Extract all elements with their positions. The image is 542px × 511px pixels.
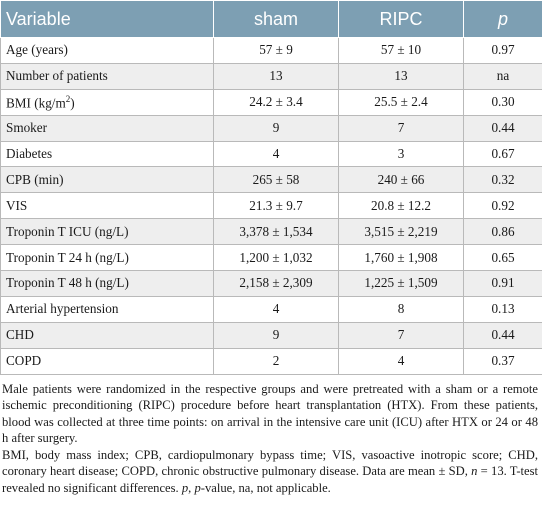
header-sham: sham xyxy=(214,1,339,38)
cell-sham: 21.3 ± 9.7 xyxy=(214,193,339,219)
cell-ripc: 1,760 ± 1,908 xyxy=(339,245,464,271)
table-row xyxy=(1,348,542,374)
cell-ripc: 240 ± 66 xyxy=(339,167,464,193)
table-row xyxy=(1,271,542,297)
cell-p-value: 0.91 xyxy=(464,271,542,297)
table-row xyxy=(1,63,542,89)
cell-p-value: 0.44 xyxy=(464,322,542,348)
cell-ripc: 3,515 ± 2,219 xyxy=(339,219,464,245)
cell-variable xyxy=(1,193,214,219)
table-row xyxy=(1,89,542,115)
table-row xyxy=(1,167,542,193)
cell-p-value: 0.65 xyxy=(464,245,542,271)
cell-variable xyxy=(1,296,214,322)
footnote-text: = 13. T-test revealed no significant differences. xyxy=(2,464,538,495)
cell-sham: 2 xyxy=(214,348,339,374)
cell-variable xyxy=(1,271,214,297)
cell-variable xyxy=(1,38,214,64)
cell-variable xyxy=(1,348,214,374)
cell-ripc: 20.8 ± 12.2 xyxy=(339,193,464,219)
table-row xyxy=(1,141,542,167)
footnote-n-symbol: n xyxy=(471,464,478,479)
variable-label: Number of patients xyxy=(6,68,108,84)
variable-label: VIS xyxy=(6,197,28,213)
cell-sham: 24.2 ± 3.4 xyxy=(214,89,339,115)
cell-p-value: na xyxy=(464,63,542,89)
table-row xyxy=(1,193,542,219)
cell-ripc: 8 xyxy=(339,296,464,322)
cell-sham: 4 xyxy=(214,296,339,322)
header-variable: Variable xyxy=(1,1,214,38)
cell-ripc: 57 ± 10 xyxy=(339,38,464,64)
variable-label: CPB (min) xyxy=(6,171,64,187)
table-row xyxy=(1,245,542,271)
variable-label: BMI (kg/m xyxy=(6,94,66,110)
cell-variable xyxy=(1,167,214,193)
cell-p-value: 0.86 xyxy=(464,219,542,245)
table-header-row xyxy=(1,1,542,38)
cell-sham: 57 ± 9 xyxy=(214,38,339,64)
footnote-text: -value, na, not applicable. xyxy=(200,480,331,495)
cell-variable xyxy=(1,219,214,245)
footnote-p-symbol: p xyxy=(181,480,189,495)
variable-label: Diabetes xyxy=(6,146,53,161)
cell-ripc: 7 xyxy=(339,115,464,141)
cell-p-value: 0.67 xyxy=(464,141,542,167)
cell-p-value: 0.13 xyxy=(464,296,542,322)
cell-variable xyxy=(1,63,214,89)
table-row xyxy=(1,296,542,322)
cell-ripc: 4 xyxy=(339,348,464,374)
table-row xyxy=(1,322,542,348)
cell-p-value: 0.97 xyxy=(464,38,542,64)
cell-ripc: 7 xyxy=(339,322,464,348)
variable-label: COPD xyxy=(6,353,42,369)
cell-p-value: 0.37 xyxy=(464,348,542,374)
variable-superscript: 2 xyxy=(65,93,71,104)
variable-label: CHD xyxy=(6,327,34,343)
cell-p-value: 0.44 xyxy=(464,115,542,141)
header-ripc: RIPC xyxy=(339,1,464,38)
variable-label: Troponin T ICU (ng/L) xyxy=(6,223,129,239)
cell-ripc: 13 xyxy=(339,63,464,89)
cell-sham: 265 ± 58 xyxy=(214,167,339,193)
footnote-p-symbol: p xyxy=(194,480,201,495)
variable-label: Smoker xyxy=(6,120,48,136)
cell-p-value: 0.30 xyxy=(464,89,542,115)
cell-ripc: 3 xyxy=(339,141,464,167)
table-footnote xyxy=(2,381,538,497)
cell-variable xyxy=(1,141,214,167)
variable-label: Troponin T 48 h (ng/L) xyxy=(6,275,129,291)
cell-p-value: 0.92 xyxy=(464,193,542,219)
cell-sham: 2,158 ± 2,309 xyxy=(214,271,339,297)
table-row xyxy=(1,115,542,141)
variable-suffix: ) xyxy=(70,94,75,110)
cell-sham: 3,378 ± 1,534 xyxy=(214,219,339,245)
cell-variable xyxy=(1,115,214,141)
cell-variable xyxy=(1,245,214,271)
cell-ripc: 25.5 ± 2.4 xyxy=(339,89,464,115)
cell-variable xyxy=(1,322,214,348)
cell-sham: 1,200 ± 1,032 xyxy=(214,245,339,271)
variable-label: Arterial hypertension xyxy=(6,301,119,317)
header-p: p xyxy=(464,1,542,38)
footnote-text: , xyxy=(188,480,195,495)
footnote-paragraph-1: Male patients were randomized in the respective groups and were pretreated with a sham or a remote ischemic preconditioning (RIPC) procedure before heart transplantation (HTX). From these patients, blood was collected at three time points: on arrival in the intensive care unit (ICU) after HTX or 24 or 48 h after surgery. xyxy=(2,382,538,445)
table-row xyxy=(1,219,542,245)
variable-label: Troponin T 24 h (ng/L) xyxy=(6,249,129,265)
variable-label: Age (years) xyxy=(6,42,68,58)
cell-ripc: 1,225 ± 1,509 xyxy=(339,271,464,297)
footnote-paragraph-2 xyxy=(2,447,538,496)
cell-sham: 9 xyxy=(214,322,339,348)
table-row xyxy=(1,38,542,64)
cell-p-value: 0.32 xyxy=(464,167,542,193)
cell-sham: 13 xyxy=(214,63,339,89)
footnote-text: BMI, body mass index; CPB, cardiopulmonary bypass time; VIS, vasoactive inotropic score; CHD, coronary heart disease; COPD, chronic obstructive pulmonary disease. Data are mean ± SD, xyxy=(2,448,538,479)
cell-sham: 4 xyxy=(214,141,339,167)
cell-sham: 9 xyxy=(214,115,339,141)
cell-variable xyxy=(1,89,214,115)
table-body xyxy=(1,38,542,375)
